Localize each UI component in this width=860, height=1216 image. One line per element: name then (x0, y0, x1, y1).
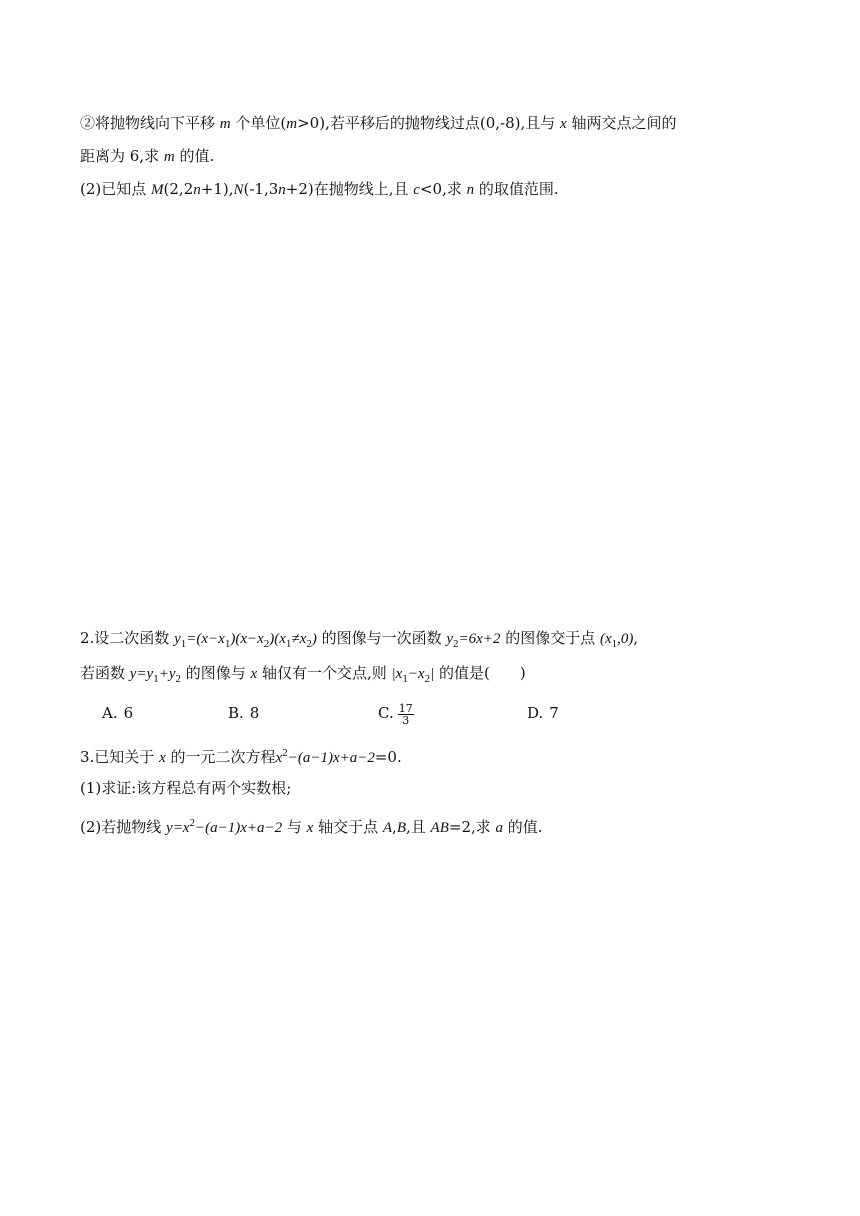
text-segment: 的取值范围. (474, 180, 559, 198)
q2-option-d[interactable] (527, 702, 559, 724)
text-segment: 2.设二次函数 (80, 629, 175, 647)
text-segment: ②将抛物线向下平移 (80, 114, 220, 132)
var-n: n (193, 182, 201, 198)
text-segment: 轴交于点 (313, 818, 383, 836)
q2-option-b[interactable] (228, 702, 259, 724)
text-segment: 个单位( (230, 114, 287, 132)
option-label: D. (527, 704, 544, 722)
point-A: A (382, 820, 393, 836)
option-fraction (398, 703, 414, 726)
formula-y2: $y_2=6x+2$ (446, 631, 501, 650)
var-x: x (560, 116, 567, 132)
option-label: C. (378, 704, 394, 722)
var-x: x (250, 666, 258, 682)
var-x: x (306, 820, 314, 836)
text-segment: 的图像与一次函数 (316, 629, 447, 647)
q2-option-c[interactable] (378, 702, 414, 726)
q1-part2-line2 (80, 145, 214, 168)
option-label: A. (102, 704, 118, 722)
var-n: n (278, 182, 286, 198)
var-x: x (159, 750, 166, 766)
text-segment: 与 (282, 818, 307, 836)
var-a: a (495, 820, 504, 836)
formula-abs-diff: $|x_1-x_2|$ (391, 666, 435, 685)
text-segment: ,且 (406, 818, 431, 836)
text-segment: 的一元二次方程 (165, 748, 276, 766)
formula-y1: $y_1=(x-x_1)(x-x_2)(x_1\ne x_2)$ (174, 631, 317, 650)
var-m: m (163, 149, 175, 165)
expr-m-gt-0: m (286, 116, 298, 132)
text-segment: 的图像与 (181, 664, 251, 682)
point-M: M (151, 182, 164, 198)
q2-line1 (80, 627, 638, 655)
text-segment: (2,2 (163, 180, 194, 198)
text-segment: +2)在抛物线上,且 (285, 180, 414, 198)
text-segment: 的值. (503, 818, 543, 836)
text-segment: =0. (374, 748, 402, 766)
formula-parabola: $y=x^2-(a-1)x+a-2$ (166, 817, 283, 836)
option-value: 7 (549, 704, 559, 722)
text-segment: 的图像交于点 (500, 629, 600, 647)
text-segment: ),若平移后的抛物线过点(0,-8),且与 (319, 114, 561, 132)
q1-part3-line (80, 178, 559, 201)
text-segment: 若函数 (80, 664, 130, 682)
formula-y-sum: $y=y_1+y_2$ (129, 666, 181, 685)
option-value: 6 (123, 704, 134, 722)
fraction-denominator: 3 (402, 713, 410, 727)
point-B: B (396, 820, 406, 836)
q2-line2 (80, 662, 526, 690)
text-segment: =2,求 (448, 818, 496, 836)
text-segment: <0,求 (419, 180, 467, 198)
option-value: 8 (249, 704, 260, 722)
text-segment: (2)若抛物线 (80, 818, 167, 836)
text-segment: , (633, 629, 639, 647)
text-segment: 轴两交点之间的 (566, 114, 677, 132)
var-c: c (413, 182, 420, 198)
text-segment: (-1,3 (243, 180, 279, 198)
point-x1-0: $(x_1,0)$ (599, 631, 634, 650)
text-segment: 的值. (174, 147, 215, 165)
text-segment: , (392, 818, 397, 836)
formula-quadratic: $x^2-(a-1)x+a-2$ (275, 747, 375, 766)
text-segment: (1)求证:该方程总有两个实数根; (80, 779, 292, 797)
segment-AB: AB (430, 820, 449, 836)
var-n: n (466, 182, 475, 198)
text-segment: 的值是( ) (434, 664, 526, 682)
option-label: B. (228, 704, 244, 722)
fraction-numerator: 17 (398, 701, 413, 715)
text-segment: 距离为 6,求 (80, 147, 164, 165)
q3-title (80, 742, 402, 769)
text-segment: +1), (200, 180, 234, 198)
text-segment: 轴仅有一个交点,则 (257, 664, 392, 682)
text-segment: (2)已知点 (80, 180, 152, 198)
point-N: N (233, 182, 244, 198)
text-segment: 3.已知关于 (80, 748, 160, 766)
var-m: m (219, 116, 231, 132)
q1-part2-line1: ②将抛物线向下平移 m 个单位(m>0),若平移后的抛物线过点(0,-8),且与 x 轴两交点之间的 (80, 114, 677, 132)
q3-part1 (80, 777, 291, 799)
q2-option-a[interactable] (102, 702, 133, 724)
q3-part2 (80, 812, 543, 839)
